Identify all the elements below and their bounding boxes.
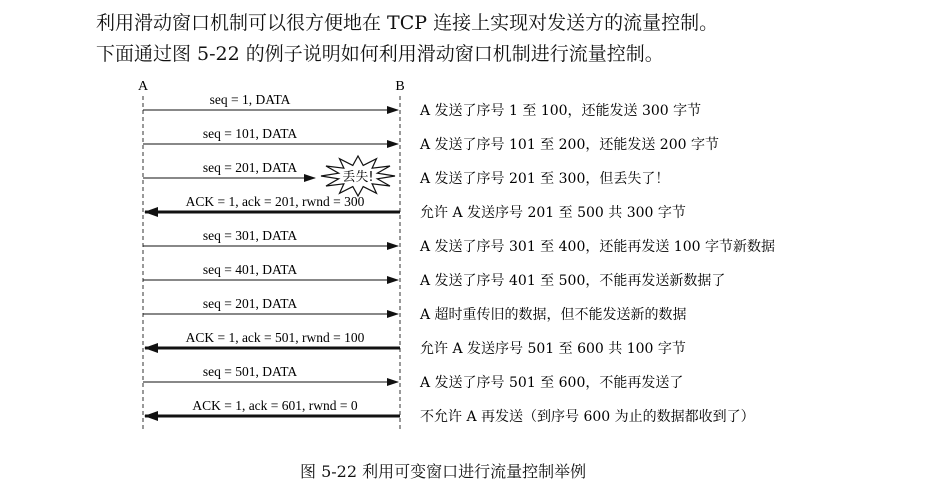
message-label: seq = 501, DATA (202, 364, 298, 379)
message-note: A 发送了序号 1 至 100，还能发送 300 字节 (420, 103, 702, 119)
message-note: 不允许 A 再发送（到序号 600 为止的数据都收到了） (420, 409, 755, 425)
message-label: seq = 301, DATA (202, 228, 298, 243)
message-label: seq = 1, DATA (209, 92, 291, 107)
message-6 (143, 262, 725, 289)
message-9 (143, 364, 683, 391)
message-2 (143, 126, 719, 153)
message-label: seq = 201, DATA (202, 296, 298, 311)
message-note: 允许 A 发送序号 501 至 600 共 100 字节 (420, 341, 686, 357)
message-label: seq = 401, DATA (202, 262, 298, 277)
message-8 (145, 330, 686, 357)
message-7 (143, 296, 687, 323)
host-b-label: B (395, 79, 405, 94)
message-4 (145, 194, 686, 221)
message-1 (143, 92, 701, 119)
loss-label: 丢失! (342, 170, 374, 185)
message-note: A 超时重传旧的数据，但不能发送新的数据 (420, 307, 687, 323)
host-a-label: A (137, 79, 149, 94)
message-note: A 发送了序号 201 至 300，但丢失了！ (420, 171, 670, 187)
message-label: ACK = 1, ack = 501, rwnd = 100 (185, 330, 365, 345)
message-note: A 发送了序号 101 至 200，还能发送 200 字节 (420, 137, 719, 153)
message-3 (143, 156, 669, 196)
message-label: seq = 201, DATA (202, 160, 298, 175)
message-label: ACK = 1, ack = 201, rwnd = 300 (185, 194, 365, 209)
message-note: A 发送了序号 401 至 500，不能再发送新数据了 (420, 273, 726, 289)
message-note: 允许 A 发送序号 201 至 500 共 300 字节 (420, 205, 686, 221)
message-label: seq = 101, DATA (202, 126, 298, 141)
figure-caption: 图 5-22 利用可变窗口进行流量控制举例 (300, 462, 587, 481)
message-note: A 发送了序号 501 至 600，不能再发送了 (420, 375, 684, 391)
message-5 (143, 228, 775, 255)
intro-line-1: 利用滑动窗口机制可以很方便地在 TCP 连接上实现对发送方的流量控制。 (96, 12, 719, 34)
message-10 (145, 398, 755, 425)
message-label: ACK = 1, ack = 601, rwnd = 0 (192, 398, 358, 413)
intro-line-2: 下面通过图 5-22 的例子说明如何利用滑动窗口机制进行流量控制。 (96, 43, 664, 65)
message-note: A 发送了序号 301 至 400，还能再发送 100 字节新数据 (420, 239, 775, 255)
